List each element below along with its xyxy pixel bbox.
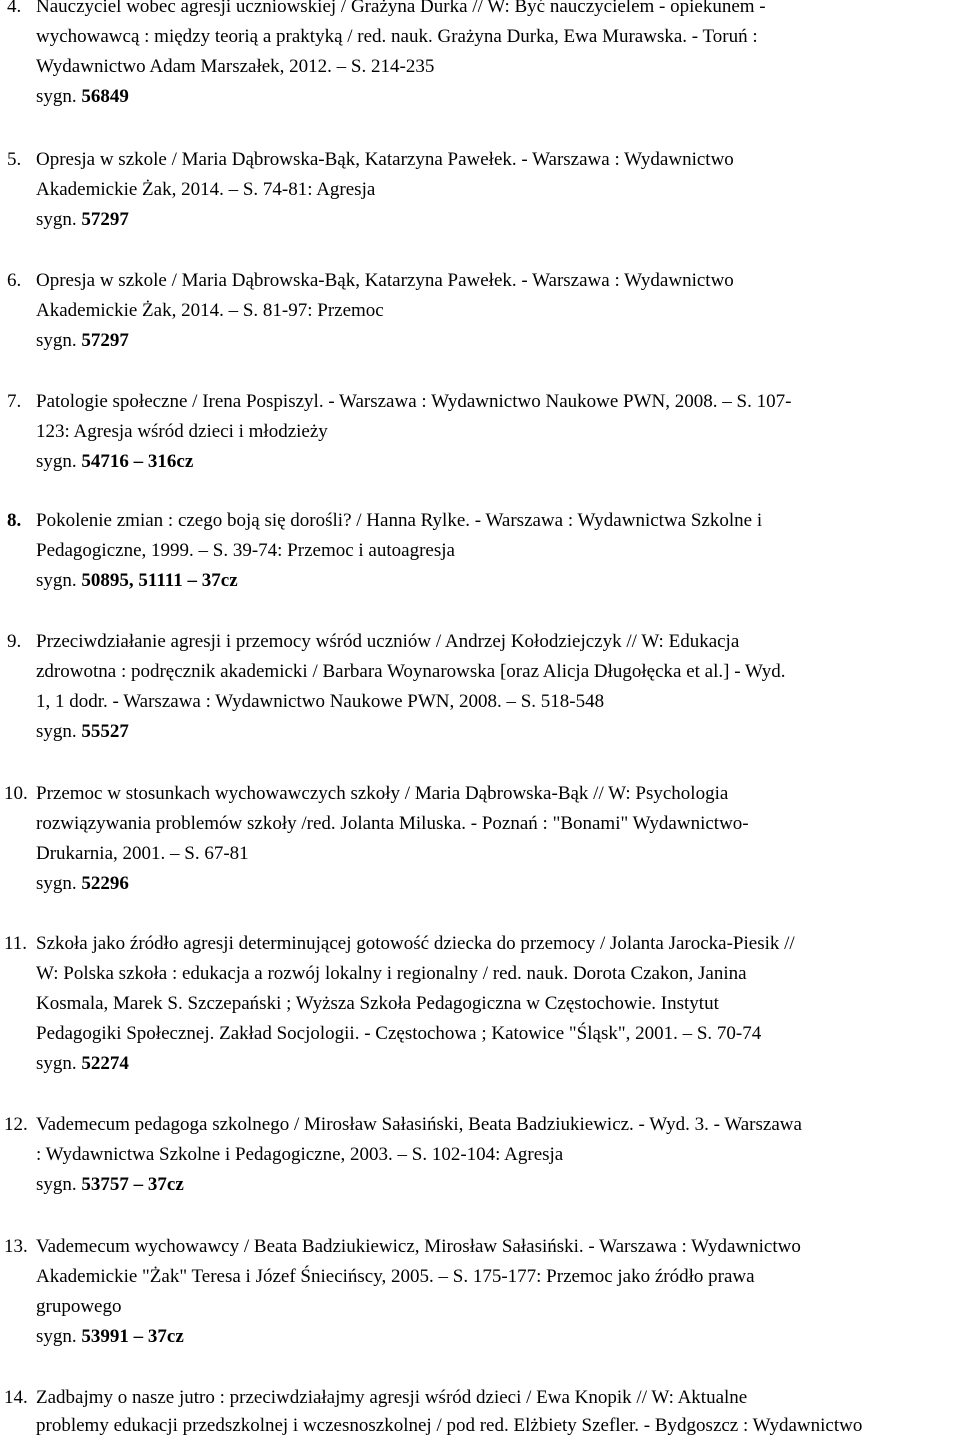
sygn-label: sygn. (36, 721, 77, 742)
entry-number: 14. (4, 1387, 28, 1408)
entry-line: W: Polska szkoła : edukacja a rozwój lokalny i regionalny / red. nauk. Dorota Czakon, Janina (36, 963, 747, 984)
sygn-label: sygn. (36, 1326, 77, 1347)
entry-number: 5. (7, 149, 22, 170)
sygn-value: 52296 (81, 873, 129, 894)
entry-line: Akademickie Żak, 2014. – S. 74-81: Agresja (36, 179, 376, 200)
sygn-label: sygn. (36, 209, 77, 230)
sygn-label: sygn. (36, 1053, 77, 1074)
entry-line: problemy edukacji przedszkolnej i wczesnoszkolnej / pod red. Elżbiety Szefler. - Bydgoszcz : Wydawnictwo (36, 1415, 863, 1436)
sygn-line (36, 566, 238, 596)
sygn-value: 50895, 51111 – 37cz (81, 570, 238, 591)
entry-line: Patologie społeczne / Irena Pospiszyl. - Warszawa : Wydawnictwo Naukowe PWN, 2008. – S. 107- (36, 391, 792, 412)
entry-line: Vademecum pedagoga szkolnego / Mirosław Sałasiński, Beata Badziukiewicz. - Wyd. 3. - Warszawa (36, 1114, 802, 1135)
entry-line: Opresja w szkole / Maria Dąbrowska-Bąk, Katarzyna Pawełek. - Warszawa : Wydawnictwo (36, 149, 734, 170)
sygn-value: 56849 (81, 86, 129, 107)
sygn-line (36, 326, 129, 356)
entry-number: 8. (7, 510, 22, 531)
sygn-value: 53757 – 37cz (81, 1174, 184, 1195)
sygn-label: sygn. (36, 1174, 77, 1195)
entry-line: Wydawnictwo Adam Marszałek, 2012. – S. 214-235 (36, 56, 435, 77)
sygn-value: 53991 – 37cz (81, 1326, 184, 1347)
sygn-label: sygn. (36, 873, 77, 894)
entry-line: 123: Agresja wśród dzieci i młodzieży (36, 421, 328, 442)
entry-line: Opresja w szkole / Maria Dąbrowska-Bąk, Katarzyna Pawełek. - Warszawa : Wydawnictwo (36, 270, 734, 291)
sygn-line (36, 869, 129, 899)
entry-line: grupowego (36, 1296, 122, 1317)
entry-line: Nauczyciel wobec agresji uczniowskiej / Grażyna Durka // W: Być nauczycielem - opiekunem - (36, 0, 766, 17)
entry-line: Szkoła jako źródło agresji determinującej gotowość dziecka do przemocy / Jolanta Jarocka-Piesik // (36, 933, 795, 954)
sygn-label: sygn. (36, 330, 77, 351)
entry-line: Przeciwdziałanie agresji i przemocy wśród uczniów / Andrzej Kołodziejczyk // W: Edukacja (36, 631, 740, 652)
sygn-value: 54716 – 316cz (81, 451, 194, 472)
sygn-label: sygn. (36, 570, 77, 591)
sygn-line (36, 1049, 129, 1079)
entry-line: Akademickie "Żak" Teresa i Józef Śniecińscy, 2005. – S. 175-177: Przemoc jako źródło prawa (36, 1266, 755, 1287)
entry-number: 11. (4, 933, 28, 954)
entry-line: Pokolenie zmian : czego boją się dorośli? / Hanna Rylke. - Warszawa : Wydawnictwa Szkolne i (36, 510, 763, 531)
sygn-line (36, 447, 193, 477)
sygn-value: 57297 (81, 330, 129, 351)
sygn-line (36, 717, 129, 747)
sygn-label: sygn. (36, 451, 77, 472)
entry-line: Zadbajmy o nasze jutro : przeciwdziałajmy agresji wśród dzieci / Ewa Knopik // W: Aktualne (36, 1387, 748, 1408)
entry-number: 4. (7, 0, 22, 17)
entry-line: Akademickie Żak, 2014. – S. 81-97: Przemoc (36, 300, 384, 321)
entry-line: Kosmala, Marek S. Szczepański ; Wyższa Szkoła Pedagogiczna w Częstochowie. Instytut (36, 993, 719, 1014)
sygn-value: 55527 (81, 721, 129, 742)
sygn-value: 57297 (81, 209, 129, 230)
sygn-line (36, 82, 129, 112)
entry-line: 1, 1 dodr. - Warszawa : Wydawnictwo Naukowe PWN, 2008. – S. 518-548 (36, 691, 605, 712)
sygn-line (36, 1322, 184, 1352)
sygn-line (36, 205, 129, 235)
sygn-value: 52274 (81, 1053, 129, 1074)
sygn-label: sygn. (36, 86, 77, 107)
entry-number: 12. (4, 1114, 28, 1135)
entry-line: rozwiązywania problemów szkoły /red. Jolanta Miluska. - Poznań : "Bonami" Wydawnictwo- (36, 813, 749, 834)
entry-number: 9. (7, 631, 22, 652)
entry-line: zdrowotna : podręcznik akademicki / Barbara Woynarowska [oraz Alicja Długołęcka et al.] - Wyd. (36, 661, 786, 682)
entry-number: 10. (4, 783, 28, 804)
entry-line: : Wydawnictwa Szkolne i Pedagogiczne, 2003. – S. 102-104: Agresja (36, 1144, 564, 1165)
entry-number: 7. (7, 391, 22, 412)
entry-line: Przemoc w stosunkach wychowawczych szkoły / Maria Dąbrowska-Bąk // W: Psychologia (36, 783, 729, 804)
entry-number: 13. (4, 1236, 28, 1257)
entry-line: Pedagogiczne, 1999. – S. 39-74: Przemoc i autoagresja (36, 540, 455, 561)
entry-line: Drukarnia, 2001. – S. 67-81 (36, 843, 249, 864)
entry-line: Pedagogiki Społecznej. Zakład Socjologii. - Częstochowa ; Katowice "Śląsk", 2001. – S. 70-74 (36, 1023, 762, 1044)
entry-line: Vademecum wychowawcy / Beata Badziukiewicz, Mirosław Sałasiński. - Warszawa : Wydawnictwo (36, 1236, 801, 1257)
entry-line: wychowawcą : między teorią a praktyką / red. nauk. Grażyna Durka, Ewa Murawska. - Toruń : (36, 26, 758, 47)
sygn-line (36, 1170, 184, 1200)
entry-number: 6. (7, 270, 22, 291)
